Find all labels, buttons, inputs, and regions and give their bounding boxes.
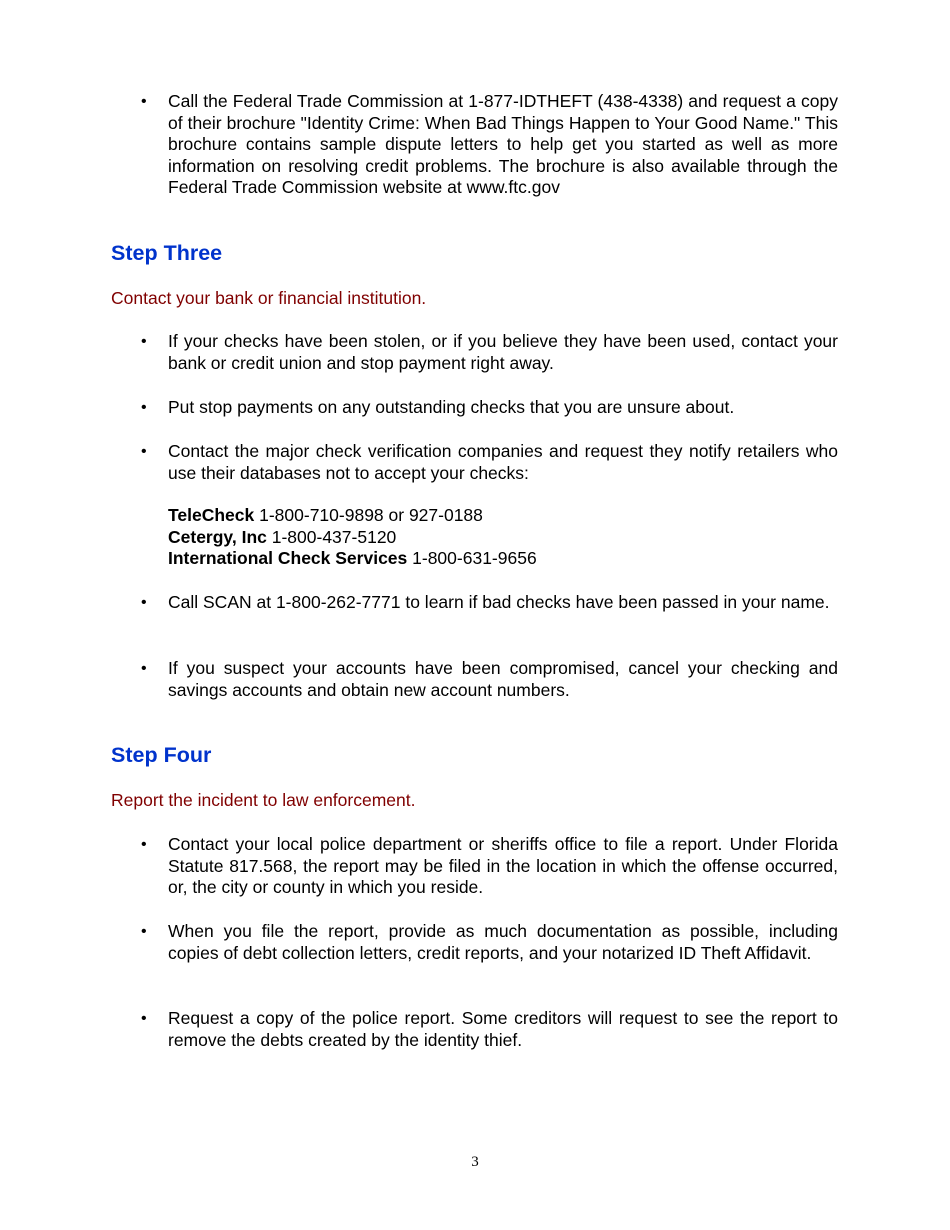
bullet-marker: • <box>141 1010 147 1027</box>
section-heading-step-three: Step Three <box>111 241 223 265</box>
section-subheading-step-three: Contact your bank or financial institution. <box>111 288 427 308</box>
bullet-marker: • <box>141 333 147 350</box>
contact-phone: 1-800-710-9898 or 927-0188 <box>254 505 483 525</box>
contact-line <box>168 548 537 570</box>
contact-line <box>168 527 537 549</box>
bullet-marker: • <box>141 443 147 460</box>
list-item <box>141 592 838 614</box>
contact-phone: 1-800-437-5120 <box>266 526 397 547</box>
list-item-text: Contact your local police department or sheriffs office to file a report. Under Florida Statute 817.568, the report may be filed in the location in which the offense occurred, or, the city or county in which you reside. <box>168 834 838 898</box>
list-item-text: Put stop payments on any outstanding checks that you are unsure about. <box>168 397 735 417</box>
contact-phone: 1-800-631-9656 <box>407 548 537 569</box>
list-item-text: Call the Federal Trade Commission at 1-877-IDTHEFT (438-4338) and request a copy of their brochure "Identity Crime: When Bad Things Happen to Your Good Name." This brochure contains sample dispute letters to help get you started as well as more information on resolving credit problems. The brochure is also available through the Federal Trade Commission website at www.ftc.gov <box>168 91 838 198</box>
contact-name: TeleCheck <box>168 505 255 525</box>
list-item <box>141 658 838 701</box>
bullet-marker: • <box>141 399 147 416</box>
list-item <box>141 397 838 419</box>
section-heading-step-four: Step Four <box>111 743 212 767</box>
bullet-marker: • <box>141 836 147 853</box>
list-item <box>141 441 838 484</box>
contact-name: Cetergy, Inc <box>168 526 267 547</box>
section-subheading-step-four: Report the incident to law enforcement. <box>111 790 416 810</box>
contact-name: International Check Services <box>168 548 408 569</box>
check-verification-contacts <box>168 505 537 570</box>
list-item-text: If your checks have been stolen, or if you believe they have been used, contact your bank or credit union and stop payment right away. <box>168 331 838 373</box>
contact-line <box>168 505 537 527</box>
list-item <box>141 91 838 199</box>
list-item-text: If you suspect your accounts have been compromised, cancel your checking and savings accounts and obtain new account numbers. <box>168 658 838 700</box>
list-item <box>141 1008 838 1051</box>
page-number: 3 <box>471 1154 479 1170</box>
bullet-marker: • <box>141 660 147 677</box>
bullet-marker: • <box>141 93 147 110</box>
list-item-text: Request a copy of the police report. Some creditors will request to see the report to remove the debts created by the identity thief. <box>168 1008 838 1050</box>
list-item-text: Call SCAN at 1-800-262-7771 to learn if bad checks have been passed in your name. <box>168 592 830 612</box>
bullet-marker: • <box>141 923 147 940</box>
list-item <box>141 834 838 899</box>
list-item-text: Contact the major check verification companies and request they notify retailers who use their databases not to accept your checks: <box>168 441 838 483</box>
list-item <box>141 331 838 374</box>
list-item <box>141 921 838 964</box>
list-item-text: When you file the report, provide as much documentation as possible, including copies of debt collection letters, credit reports, and your notarized ID Theft Affidavit. <box>168 921 838 963</box>
bullet-marker: • <box>141 594 147 611</box>
